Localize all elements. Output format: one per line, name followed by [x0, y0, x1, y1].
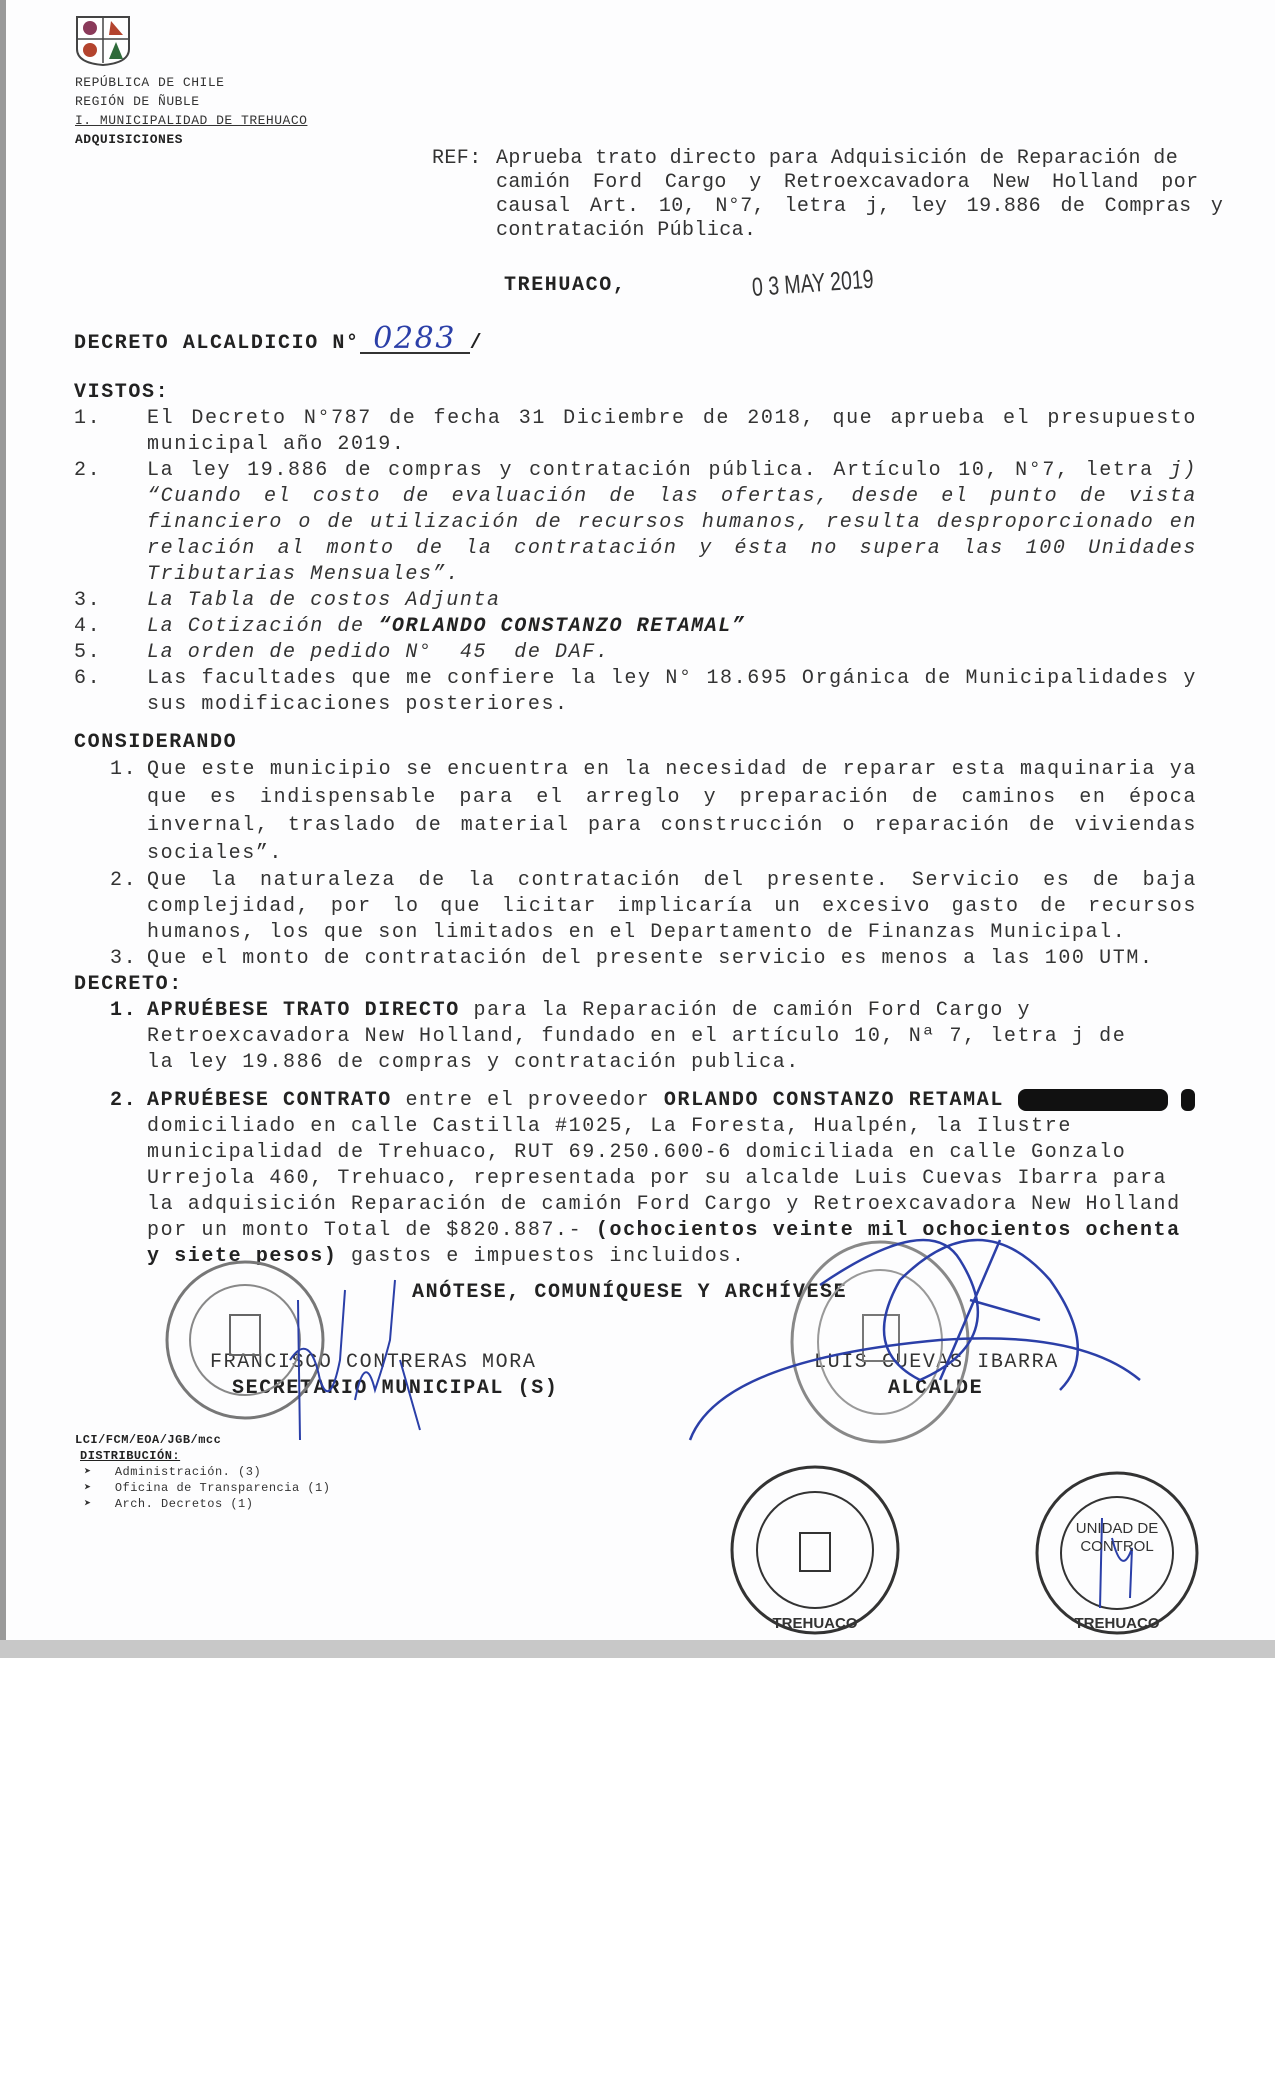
header-line: REGIÓN DE ÑUBLE: [75, 94, 200, 109]
item-quote: j) “Cuando el costo de evaluación de las ofertas, desde el punto de vista financiero o de utilización de recursos humanos, resulta desproporcionado en relación al monto de la contratación y ésta no supera las 100 Unidades Tributarias Mensuales”.: [147, 459, 1197, 586]
item-number: 3.: [74, 589, 102, 612]
distribution-title: DISTRIBUCIÓN:: [80, 1449, 181, 1463]
distribution-label: Arch. Decretos (1): [114, 1497, 254, 1511]
redaction-mark: [1018, 1089, 1168, 1111]
ref-line: Aprueba trato directo para Adquisición de Reparación de: [496, 147, 1179, 170]
decreto-title: DECRETO:: [74, 973, 183, 996]
item-text: El Decreto N°787 de fecha 31 Diciembre de 2018, que aprueba el presupuesto municipal año 2019.: [147, 407, 1197, 456]
header-line: I. MUNICIPALIDAD DE TREHUACO: [75, 113, 308, 128]
vistos-item: [0, 406, 1275, 458]
place: TREHUACO,: [504, 274, 627, 297]
municipal-crest-logo: [75, 15, 131, 67]
ref-label: REF:: [432, 147, 482, 170]
ref-line: causal Art. 10, N°7, letra j, ley 19.886 de Compras y: [496, 195, 1224, 218]
item-text: La Tabla de costos Adjunta: [147, 589, 501, 612]
vistos-item: [0, 588, 1275, 614]
closing-formula: ANÓTESE, COMUNÍQUESE Y ARCHÍVESE: [412, 1281, 848, 1304]
item-number: 6.: [74, 667, 102, 690]
control-stamp-center: UNIDAD DE CONTROL: [1075, 1520, 1159, 1555]
item-number: 1.: [110, 999, 138, 1022]
header-line: REPÚBLICA DE CHILE: [75, 75, 225, 90]
initials: LCI/FCM/EOA/JGB/mcc: [75, 1433, 222, 1447]
item-number: 2.: [74, 459, 102, 482]
secretario-title: SECRETARIO MUNICIPAL (S): [232, 1377, 559, 1400]
reference: [432, 147, 1224, 243]
distribution-item: ➤ Arch. Decretos (1): [84, 1497, 254, 1511]
distribution-label: Administración. (3): [114, 1465, 262, 1479]
redaction-mark: [1181, 1089, 1195, 1111]
item-text: La orden de pedido N° 45 de DAF.: [147, 641, 610, 664]
item-text: domiciliado en calle Castilla #1025, La Foresta, Hualpén, la Ilustre municipalidad de Trehuaco, RUT 69.250.600-6 domiciliada en calle Gonzalo Urrejola 460, Trehuaco, representada por su alcalde Luis Cuevas Ibarra para la adquisición Reparación de camión Ford Cargo y Retroexcavadora New Holland por un monto Total de $820.887.-: [147, 1115, 1181, 1242]
item-number: 5.: [74, 641, 102, 664]
resolution-heading: APRUÉBESE TRATO DIRECTO: [147, 999, 460, 1022]
vistos-item: [0, 666, 1275, 718]
item-text: Las facultades que me confiere la ley N° 18.695 Orgánica de Municipalidades y sus modificaciones posteriores.: [147, 667, 1197, 716]
item-text: para la Reparación de camión Ford Cargo y Retroexcavadora New Holland, fundado en el artículo 10, Nª 7, letra j de la ley 19.886 de compras y contratación publica.: [147, 999, 1127, 1074]
item-number: 1.: [110, 758, 138, 781]
department: ADQUISICIONES: [75, 132, 183, 147]
supplier-name: “ORLANDO CONSTANZO RETAMAL”: [378, 615, 746, 638]
item-text: La ley 19.886 de compras y contratación pública. Artículo 10, N°7, letra: [147, 459, 1170, 482]
vistos-item: [0, 458, 1275, 588]
item-number: 1.: [74, 407, 102, 430]
decree-number: 0283: [360, 326, 470, 354]
item-text: Que este municipio se encuentra en la necesidad de reparar esta maquinaria ya que es indispensable para el arreglo y preparación de caminos en época invernal, traslado de material para construcción o reparación de viviendas sociales”.: [147, 758, 1197, 865]
daf-stamp: [728, 1463, 903, 1638]
control-stamp-text: TREHUACO: [1074, 1615, 1160, 1632]
page-edge: [0, 1640, 1275, 1658]
ref-line: contratación Pública.: [496, 219, 757, 242]
vistos-title: VISTOS:: [74, 381, 170, 404]
considerando-item: [0, 756, 1275, 868]
item-text: gastos e impuestos incluidos.: [337, 1245, 746, 1268]
alcalde-name: LUIS CUEVAS IBARRA: [814, 1351, 1059, 1374]
item-number: 2.: [110, 869, 138, 892]
vistos-item: [0, 640, 1275, 666]
decreto-item: [0, 998, 1275, 1076]
item-number: 3.: [110, 947, 138, 970]
amount-in-words: (ochocientos veinte mil ochocientos ochenta y siete pesos): [147, 1219, 1181, 1268]
date-stamp: 0 3 MAY 2019: [750, 263, 875, 302]
secretario-signature: [270, 1240, 490, 1440]
resolution-heading: APRUÉBESE CONTRATO: [147, 1089, 392, 1112]
decree-suffix: /: [469, 332, 484, 355]
ref-line: camión Ford Cargo y Retroexcavadora New Holland por: [496, 171, 1199, 194]
decree-label: DECRETO ALCALDICIO N°: [74, 332, 360, 355]
considerando-title: CONSIDERANDO: [74, 731, 238, 754]
alcalde-signature: [680, 1200, 1160, 1460]
daf-stamp-text: TREHUACO: [772, 1615, 858, 1632]
item-text: La Cotización de: [147, 615, 379, 638]
item-text: Que la naturaleza de la contratación del presente. Servicio es de baja complejidad, por lo que licitar implicaría un excesivo gasto de recursos humanos, los que son limitados en el Departamento de Finanzas Municipal.: [147, 869, 1197, 944]
alcalde-title: ALCALDE: [888, 1377, 984, 1400]
item-number: 4.: [74, 615, 102, 638]
decree-number-line: [74, 321, 484, 357]
considerando-item: [0, 868, 1275, 946]
distribution-item: ➤ Administración. (3): [84, 1465, 262, 1479]
item-text: entre el proveedor: [391, 1089, 664, 1112]
issuer-header: [75, 73, 307, 149]
supplier-name: ORLANDO CONSTANZO RETAMAL: [663, 1089, 1004, 1112]
item-number: 2.: [110, 1089, 138, 1112]
distribution-item: ➤ Oficina de Transparencia (1): [84, 1481, 331, 1495]
secretario-name: FRANCISCO CONTRERAS MORA: [210, 1351, 537, 1374]
considerando-item: [0, 946, 1275, 972]
vistos-item: [0, 614, 1275, 640]
item-text: Que el monto de contratación del presente servicio es menos a las 100 UTM.: [147, 947, 1154, 970]
distribution-label: Oficina de Transparencia (1): [114, 1481, 331, 1495]
